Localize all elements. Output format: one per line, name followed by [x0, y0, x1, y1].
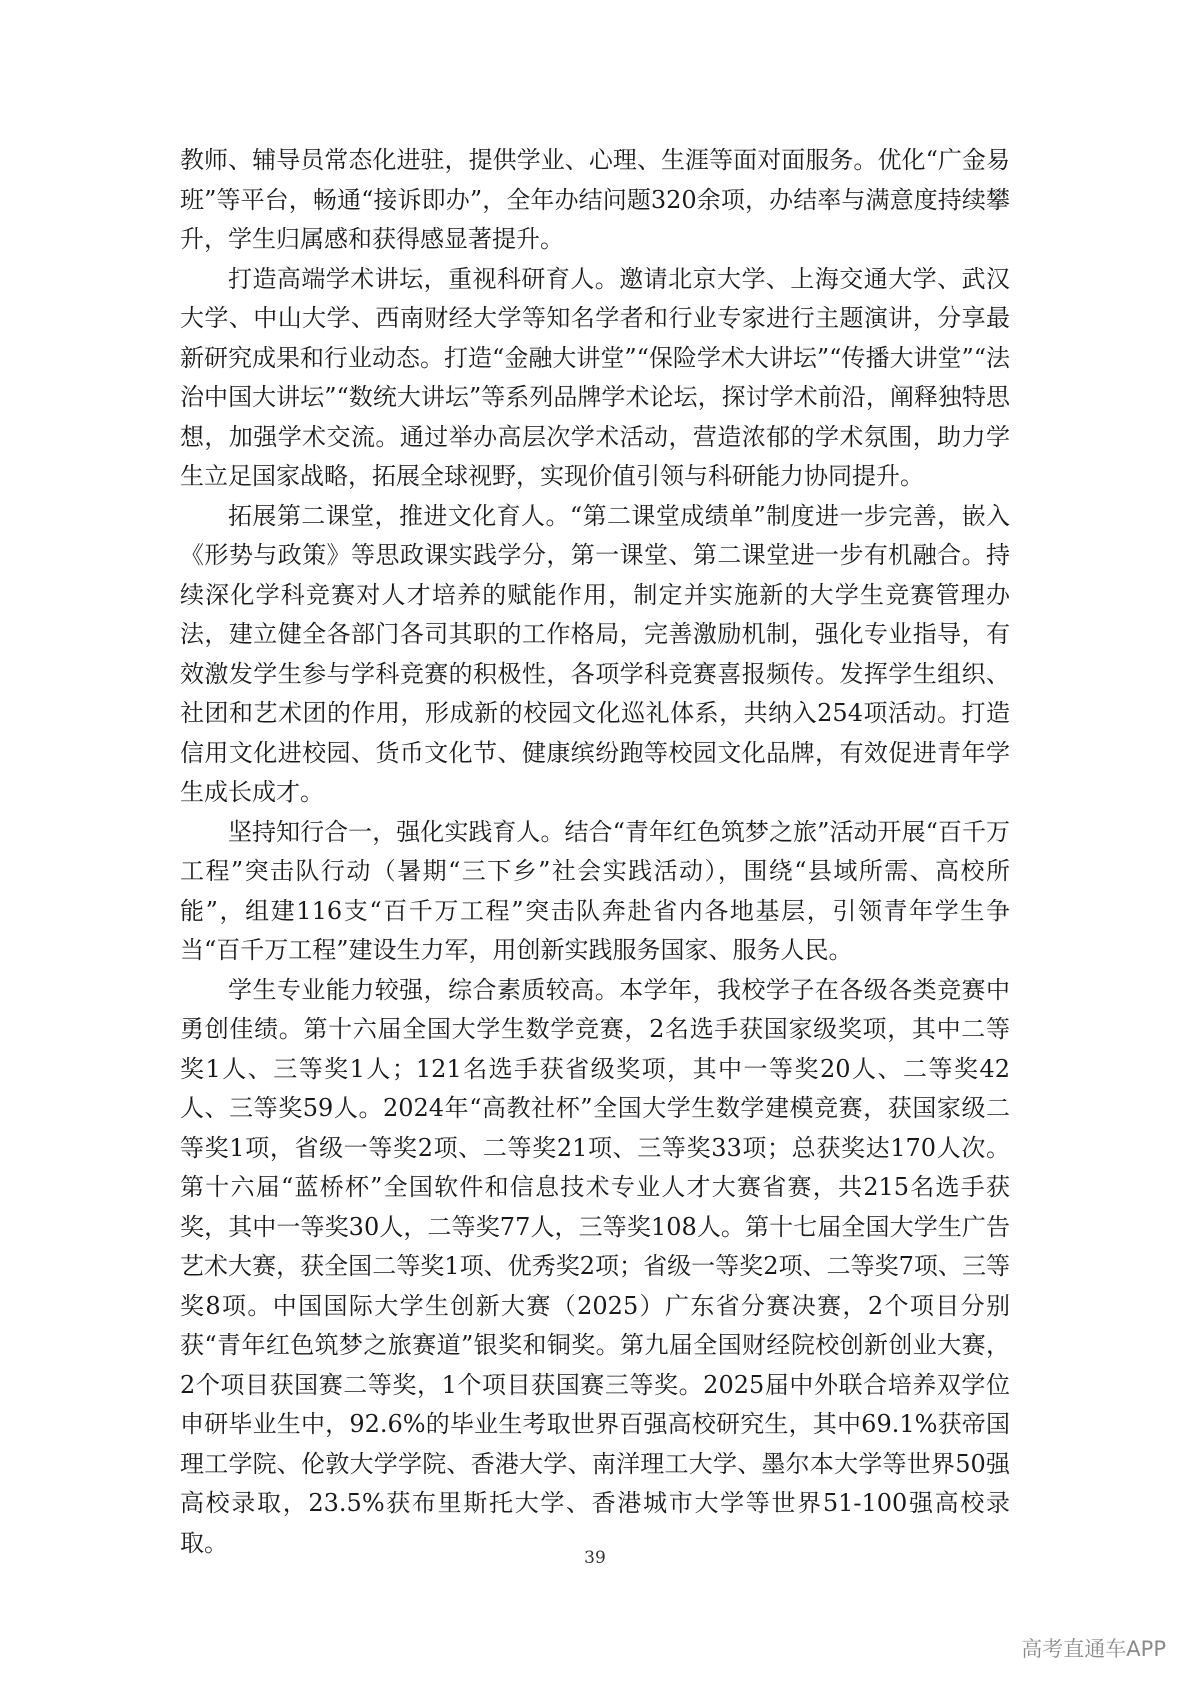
- paragraph-competition-results: 学生专业能力较强，综合素质较高。本学年，我校学子在各级各类竞赛中勇创佳绩。第十六届全国大学生数学竞赛，2名选手获国家级奖项，其中二等奖1人、三等奖1人；121名选手获省级奖项，其中一等奖20人、二等奖42人、三等奖59人。2024年“高教社杯”全国大学生数学建模竞赛，获国家级二等奖1项，省级一等奖2项、二等奖21项、三等奖33项；总获奖达170人次。第十六届“蓝桥杯”全国软件和信息技术专业人才大赛省赛，共215名选手获奖，其中一等奖30人，二等奖77人，三等奖108人。第十七届全国大学生广告艺术大赛，获全国二等奖1项、优秀奖2项；省级一等奖2项、二等奖7项、三等奖8项。中国国际大学生创新大赛（2025）广东省分赛决赛，2个项目分别获“青年红色筑梦之旅赛道”银奖和铜奖。第九届全国财经院校创新创业大赛，2个项目获国赛二等奖，1个项目获国赛三等奖。2025届中外联合培养双学位申研毕业生中，92.6%的毕业生考取世界百强高校研究生，其中69.1%获帝国理工学院、伦敦大学学院、香港大学、南洋理工大学、墨尔本大学等世界50强高校录取，23.5%获布里斯托大学、香港城市大学等世界51-100强高校录取。: [180, 975, 1010, 1557]
- paragraph-student-services: 教师、辅导员常态化进驻，提供学业、心理、生涯等面对面服务。优化“广金易班”等平台，畅通“接诉即办”，全年办结问题320余项，办结率与满意度持续攀升，学生归属感和获得感显著提升。: [180, 146, 1010, 253]
- paragraph-second-classroom: 拓展第二课堂，推进文化育人。“第二课堂成绩单”制度进一步完善，嵌入《形势与政策》等思政课实践学分，第一课堂、第二课堂进一步有机融合。持续深化学科竞赛对人才培养的赋能作用，制定并实施新的大学生竞赛管理办法，建立健全各部门各司其职的工作格局，完善激励机制，强化专业指导，有效激发学生参与学科竞赛的积极性，各项学科竞赛喜报频传。发挥学生组织、社团和艺术团的作用，形成新的校园文化巡礼体系，共纳入254项活动。打造信用文化进校园、货币文化节、健康缤纷跑等校园文化品牌，有效促进青年学生成长成才。: [180, 501, 1010, 806]
- page-number: 39: [584, 1548, 606, 1568]
- document-body: [180, 141, 1010, 1563]
- watermark-text: 高考直通车APP: [1021, 1637, 1166, 1661]
- paragraph-practice-education: 坚持知行合一，强化实践育人。结合“青年红色筑梦之旅”活动开展“百千万工程”突击队行动（暑期“三下乡”社会实践活动），围绕“县域所需、高校所能”，组建116支“百千万工程”突击队奔赴省内各地基层，引领青年学生争当“百千万工程”建设生力军，用创新实践服务国家、服务人民。: [180, 817, 1010, 964]
- paragraph-academic-forums: 打造高端学术讲坛，重视科研育人。邀请北京大学、上海交通大学、武汉大学、中山大学、西南财经大学等知名学者和行业专家进行主题演讲，分享最新研究成果和行业动态。打造“金融大讲堂”“保险学术大讲坛”“传播大讲堂”“法治中国大讲坛”“数统大讲坛”等系列品牌学术论坛，探讨学术前沿，阐释独特思想，加强学术交流。通过举办高层次学术活动，营造浓郁的学术氛围，助力学生立足国家战略，拓展全球视野，实现价值引领与科研能力协同提升。: [180, 264, 1010, 490]
